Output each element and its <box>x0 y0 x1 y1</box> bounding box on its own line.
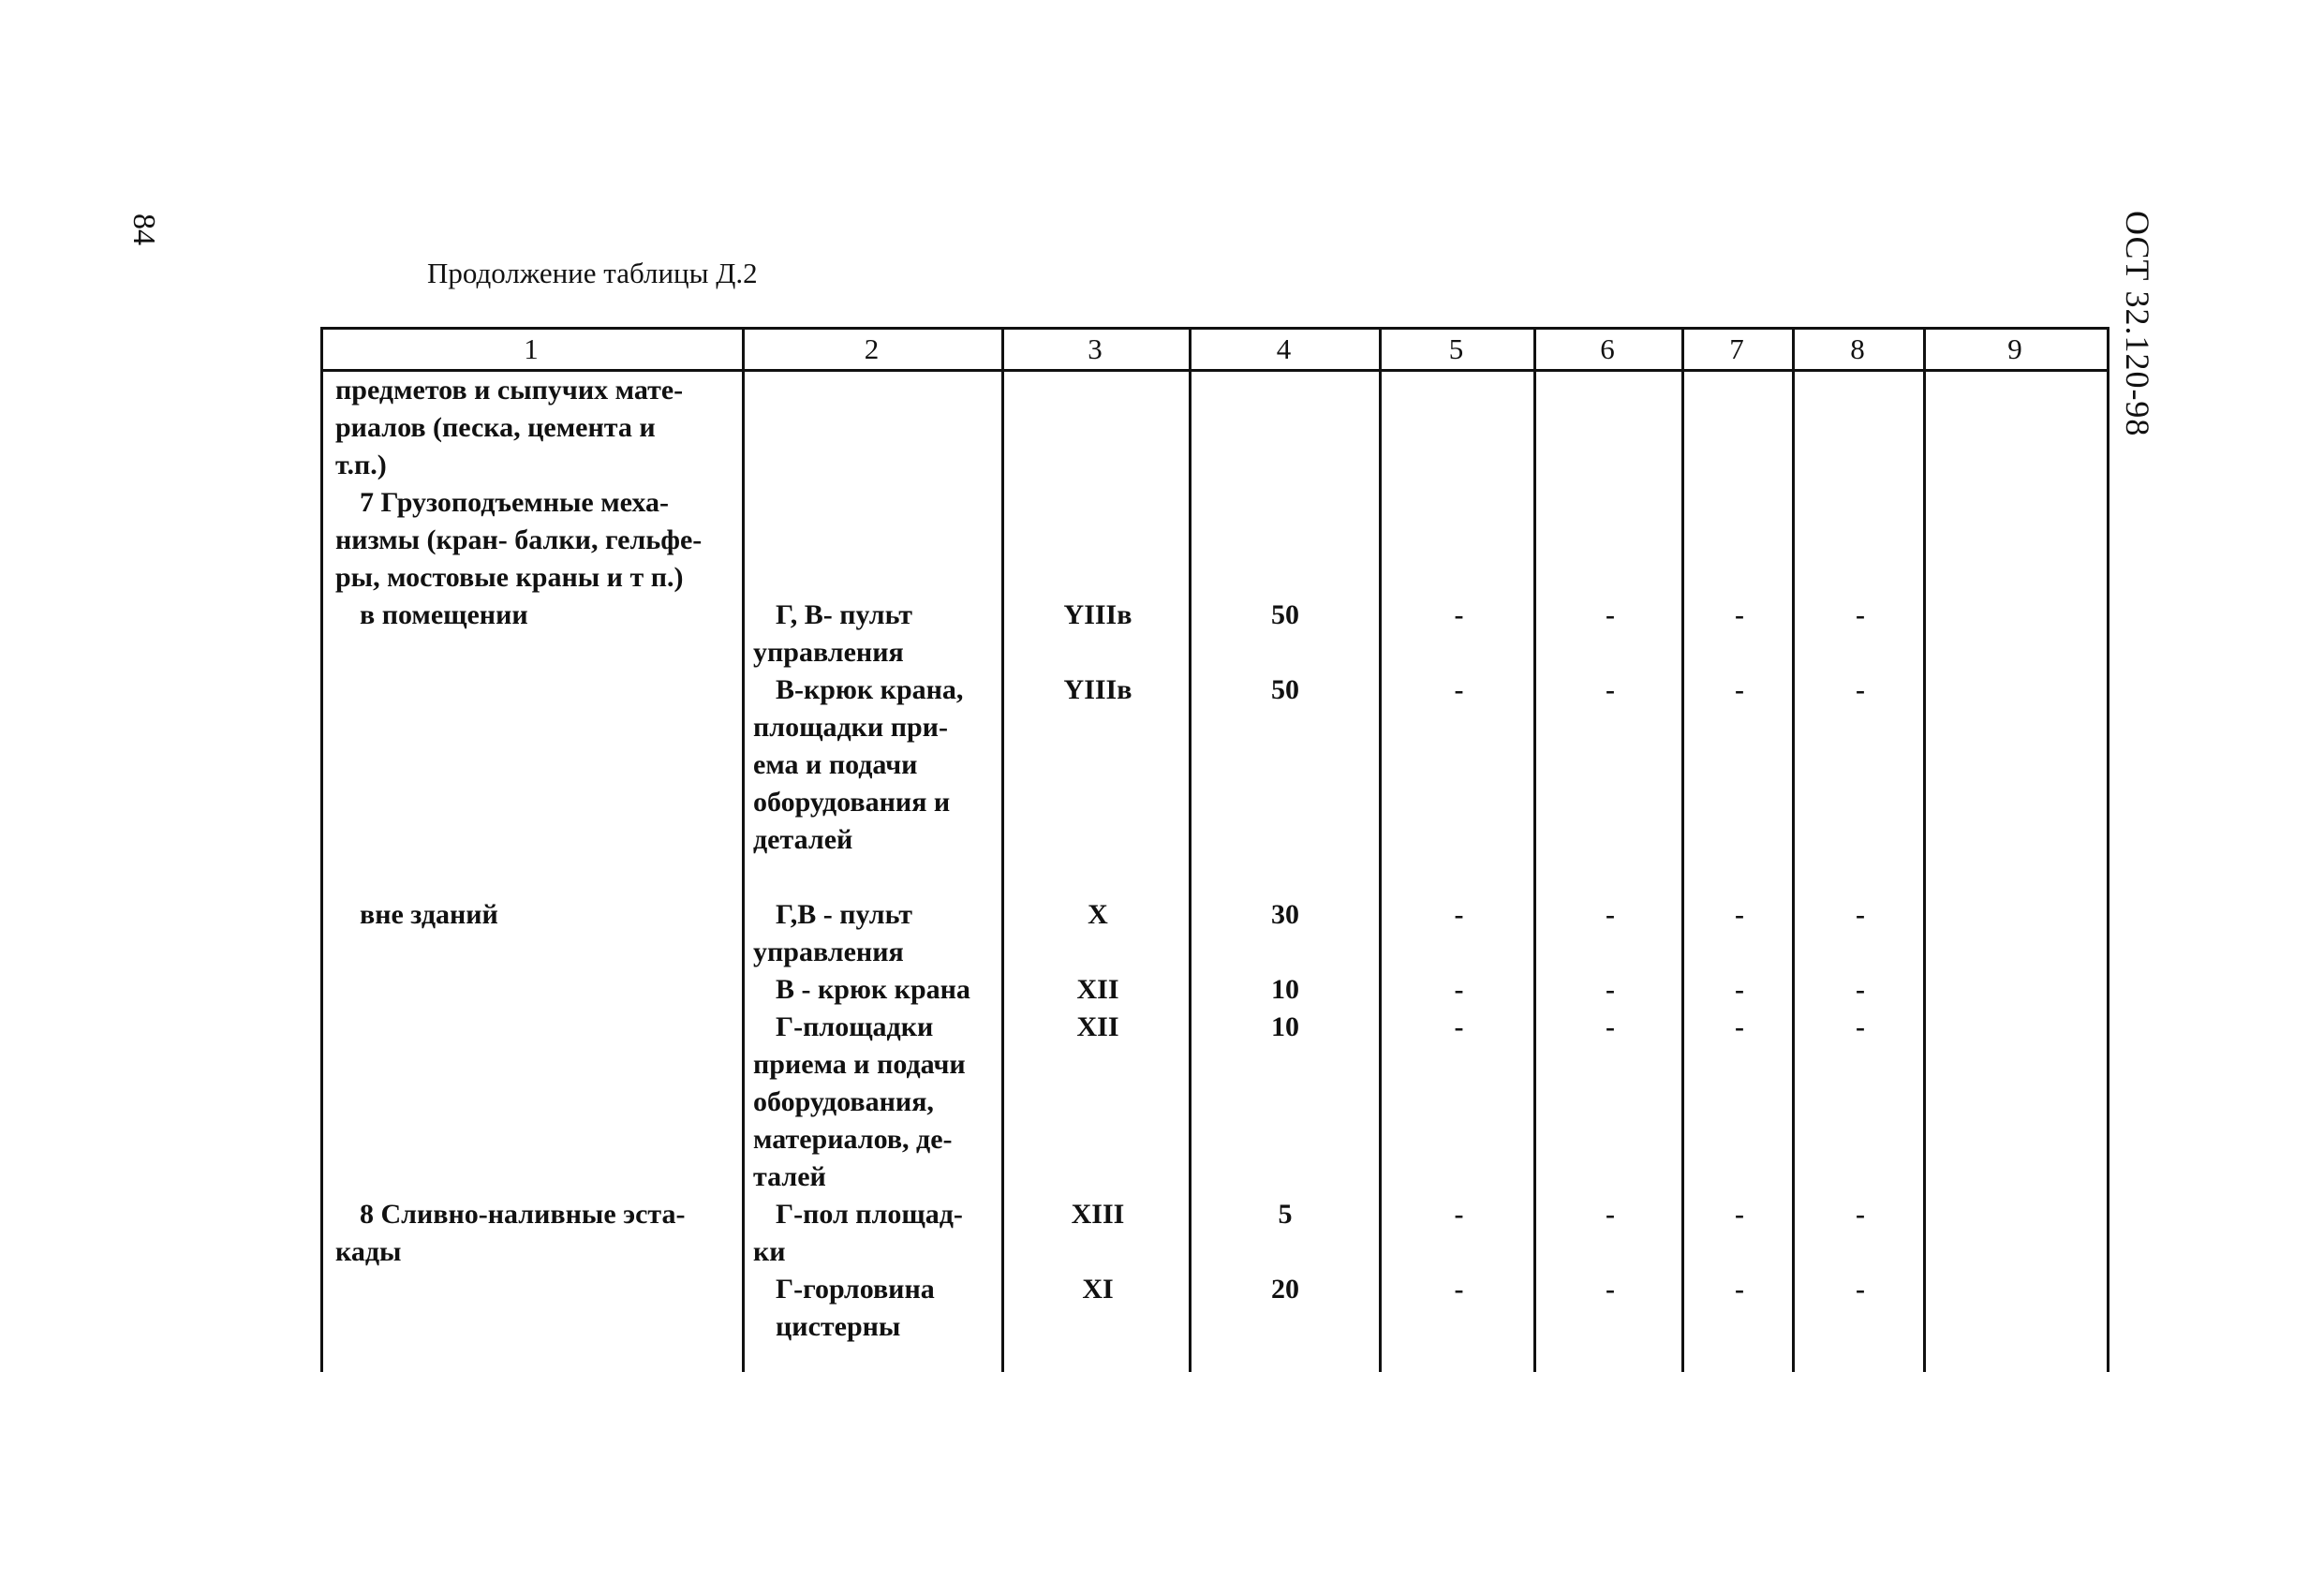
header-col-1: 1 <box>524 332 539 365</box>
row-2-location: в помещении <box>360 599 528 630</box>
row-5-category: XII <box>1076 974 1119 1005</box>
data-table <box>320 327 2109 1372</box>
column-divider <box>742 330 745 1372</box>
row-4-col7: - <box>1735 899 1744 930</box>
row-5-col6: - <box>1606 974 1615 1005</box>
row-5-zone: В - крюк крана <box>776 974 970 1005</box>
header-col-9: 9 <box>2007 332 2022 365</box>
row-2-category: YIIIв <box>1063 599 1132 630</box>
row-2-col7: - <box>1735 599 1744 630</box>
row-8-col6: - <box>1606 1274 1615 1305</box>
row-3-col6: - <box>1606 674 1615 705</box>
row-6-col5: - <box>1454 1011 1464 1042</box>
header-col-8: 8 <box>1850 332 1865 365</box>
row-0-description: предметов и сыпучих мате- риалов (песка, цемента и т.п.) <box>335 375 684 480</box>
row-3-zone: В-крюк крана, площадки при- ема и подачи оборудования и деталей <box>753 674 964 855</box>
row-8-value: 20 <box>1271 1274 1299 1305</box>
document-code: ОСТ 32.120-98 <box>2119 211 2156 437</box>
row-7-zone: Г-пол площад- ки <box>753 1199 963 1267</box>
row-5-col8: - <box>1856 974 1865 1005</box>
row-2-col8: - <box>1856 599 1865 630</box>
row-7-value: 5 <box>1278 1199 1293 1230</box>
header-col-4: 4 <box>1276 332 1292 365</box>
row-6-col8: - <box>1856 1011 1865 1042</box>
row-3-value: 50 <box>1271 674 1299 705</box>
row-6-col7: - <box>1735 1011 1744 1042</box>
header-col-7: 7 <box>1729 332 1744 365</box>
row-7-col7: - <box>1735 1199 1744 1230</box>
row-7-col8: - <box>1856 1199 1865 1230</box>
row-8-col8: - <box>1856 1274 1865 1305</box>
row-8-zone: Г-горловина цистерны <box>776 1274 935 1342</box>
header-col-6: 6 <box>1600 332 1615 365</box>
row-8-category: XI <box>1082 1274 1114 1305</box>
row-7-description: 8 Сливно-наливные эста- кады <box>335 1199 686 1267</box>
row-4-col6: - <box>1606 899 1615 930</box>
table-caption: Продолжение таблицы Д.2 <box>427 257 758 289</box>
row-3-category: YIIIв <box>1063 674 1132 705</box>
row-7-col5: - <box>1454 1199 1464 1230</box>
row-6-zone: Г-площадки приема и подачи оборудования, материалов, де- талей <box>753 1011 966 1192</box>
row-4-col5: - <box>1454 899 1464 930</box>
row-5-value: 10 <box>1271 974 1299 1005</box>
row-6-value: 10 <box>1271 1011 1299 1042</box>
row-6-category: XII <box>1076 1011 1119 1042</box>
row-3-col8: - <box>1856 674 1865 705</box>
row-5-col5: - <box>1454 974 1464 1005</box>
row-8-col5: - <box>1454 1274 1464 1305</box>
table-border-right <box>2107 330 2109 1372</box>
row-7-category: XIII <box>1071 1199 1125 1230</box>
row-4-value: 30 <box>1271 899 1299 930</box>
row-3-col7: - <box>1735 674 1744 705</box>
row-4-location: вне зданий <box>360 899 498 930</box>
row-2-value: 50 <box>1271 599 1299 630</box>
page-number: 84 <box>126 214 161 245</box>
row-2-col6: - <box>1606 599 1615 630</box>
table-border-left <box>320 330 323 1372</box>
row-8-col7: - <box>1735 1274 1744 1305</box>
row-3-col5: - <box>1454 674 1464 705</box>
row-4-zone: Г,В - пульт управления <box>753 899 913 967</box>
row-4-category: X <box>1088 899 1108 930</box>
row-5-col7: - <box>1735 974 1744 1005</box>
row-1-description: 7 Грузоподъемные меха- низмы (кран- балки, гельфе- ры, мостовые краны и т п.) <box>335 487 703 593</box>
header-col-5: 5 <box>1448 332 1464 365</box>
header-col-2: 2 <box>864 332 880 365</box>
row-6-col6: - <box>1606 1011 1615 1042</box>
row-7-col6: - <box>1606 1199 1615 1230</box>
row-2-col5: - <box>1454 599 1464 630</box>
row-4-col8: - <box>1856 899 1865 930</box>
row-2-zone: Г, В- пульт управления <box>753 599 913 668</box>
header-col-3: 3 <box>1088 332 1103 365</box>
